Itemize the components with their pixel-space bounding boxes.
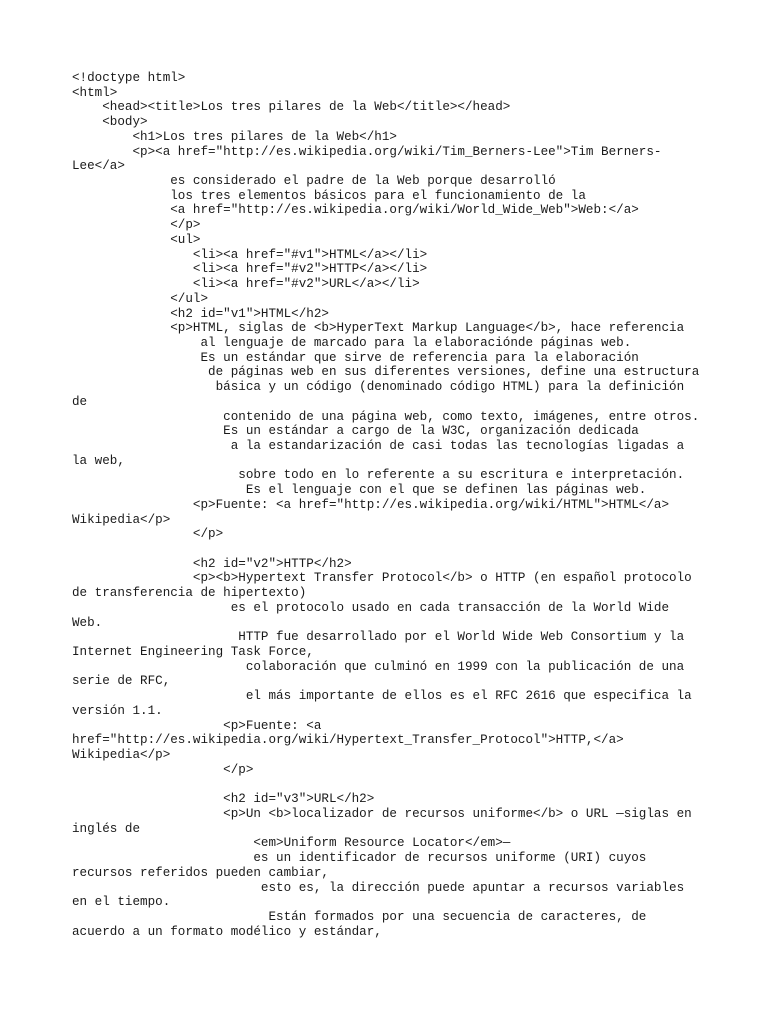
code-line [72,542,702,557]
code-line: el más importante de ellos es el RFC 2616 que especifica la [72,689,692,704]
code-line: esto es, la dirección puede apuntar a recursos variables [72,880,685,895]
code-line: de [72,394,88,409]
code-line: <p><b>Hypertext Transfer Protocol</b> o HTTP (en español protocolo [72,571,692,586]
code-line: <li><a href="#v2">URL</a></li> [72,277,420,292]
code-line: acuerdo a un formato modélico y estándar, [72,924,382,939]
code-line: <li><a href="#v1">HTML</a></li> [72,247,428,262]
code-line: Lee</a> [72,159,125,174]
code-line: serie de RFC, [72,674,171,689]
code-line: <body> [72,115,148,130]
code-line: Web. [72,615,103,630]
html-source-code-block [72,71,702,939]
code-line: Es un estándar a cargo de la W3C, organización dedicada [72,424,639,439]
code-line: de transferencia de hipertexto) [72,586,307,601]
code-line: <h2 id="v1">HTML</h2> [72,306,329,321]
code-line: <!doctype html> [72,71,186,85]
code-line: básica y un código (denominado código HTML) para la definición [72,380,685,395]
code-line: sobre todo en lo referente a su escritura e interpretación. [72,468,685,483]
code-line: <li><a href="#v2">HTTP</a></li> [72,262,428,277]
code-line: es un identificador de recursos uniforme (URI) cuyos [72,851,647,866]
code-line: es considerado el padre de la Web porque desarrolló [72,174,556,189]
code-line: <em>Uniform Resource Locator</em>— [72,836,511,851]
code-line: a la estandarización de casi todas las tecnologías ligadas a [72,438,685,453]
code-line [72,778,702,793]
code-line: al lenguaje de marcado para la elaboraciónde páginas web. [72,335,632,350]
code-line: Wikipedia</p> [72,512,171,527]
code-line: HTTP fue desarrollado por el World Wide Web Consortium y la [72,630,685,645]
code-line: <a href="http://es.wikipedia.org/wiki/World_Wide_Web">Web:</a> [72,203,639,218]
code-line: </p> [72,218,201,233]
code-line: de páginas web en sus diferentes versiones, define una estructura [72,365,700,380]
code-line: <p>Fuente: <a href="http://es.wikipedia.org/wiki/HTML">HTML</a> [72,497,670,512]
code-line: Están formados por una secuencia de caracteres, de [72,909,647,924]
code-line: <h2 id="v3">URL</h2> [72,792,375,807]
code-line: </p> [72,527,224,542]
code-line: Es el lenguaje con el que se definen las páginas web. [72,483,647,498]
code-line: <p>HTML, siglas de <b>HyperText Markup Language</b>, hace referencia [72,321,685,336]
code-line: contenido de una página web, como texto, imágenes, entre otros. [72,409,700,424]
code-line: Internet Engineering Task Force, [72,645,314,660]
code-line: <head><title>Los tres pilares de la Web</title></head> [72,100,511,115]
code-line: inglés de [72,821,141,836]
code-line: <p><a href="http://es.wikipedia.org/wiki/Tim_Berners-Lee">Tim Berners- [72,144,662,159]
code-line: colaboración que culminó en 1999 con la publicación de una [72,659,685,674]
code-line: href="http://es.wikipedia.org/wiki/Hypertext_Transfer_Protocol">HTTP,</a> [72,733,624,748]
code-line: es el protocolo usado en cada transacción de la World Wide [72,600,670,615]
code-line: <p>Un <b>localizador de recursos uniforme</b> o URL —siglas en [72,806,692,821]
code-line: los tres elementos básicos para el funcionamiento de la [72,188,586,203]
code-line: <p>Fuente: <a [72,718,322,733]
code-line: <h2 id="v2">HTTP</h2> [72,556,352,571]
code-line: </ul> [72,291,209,306]
code-line: la web, [72,453,125,468]
code-line: versión 1.1. [72,703,163,718]
code-line: </p> [72,762,254,777]
code-line: en el tiempo. [72,895,171,910]
code-line: <ul> [72,232,201,247]
code-line: Es un estándar que sirve de referencia para la elaboración [72,350,639,365]
code-line: <html> [72,85,118,100]
code-line: Wikipedia</p> [72,748,171,763]
code-line: <h1>Los tres pilares de la Web</h1> [72,129,397,144]
code-line: recursos referidos pueden cambiar, [72,865,329,880]
